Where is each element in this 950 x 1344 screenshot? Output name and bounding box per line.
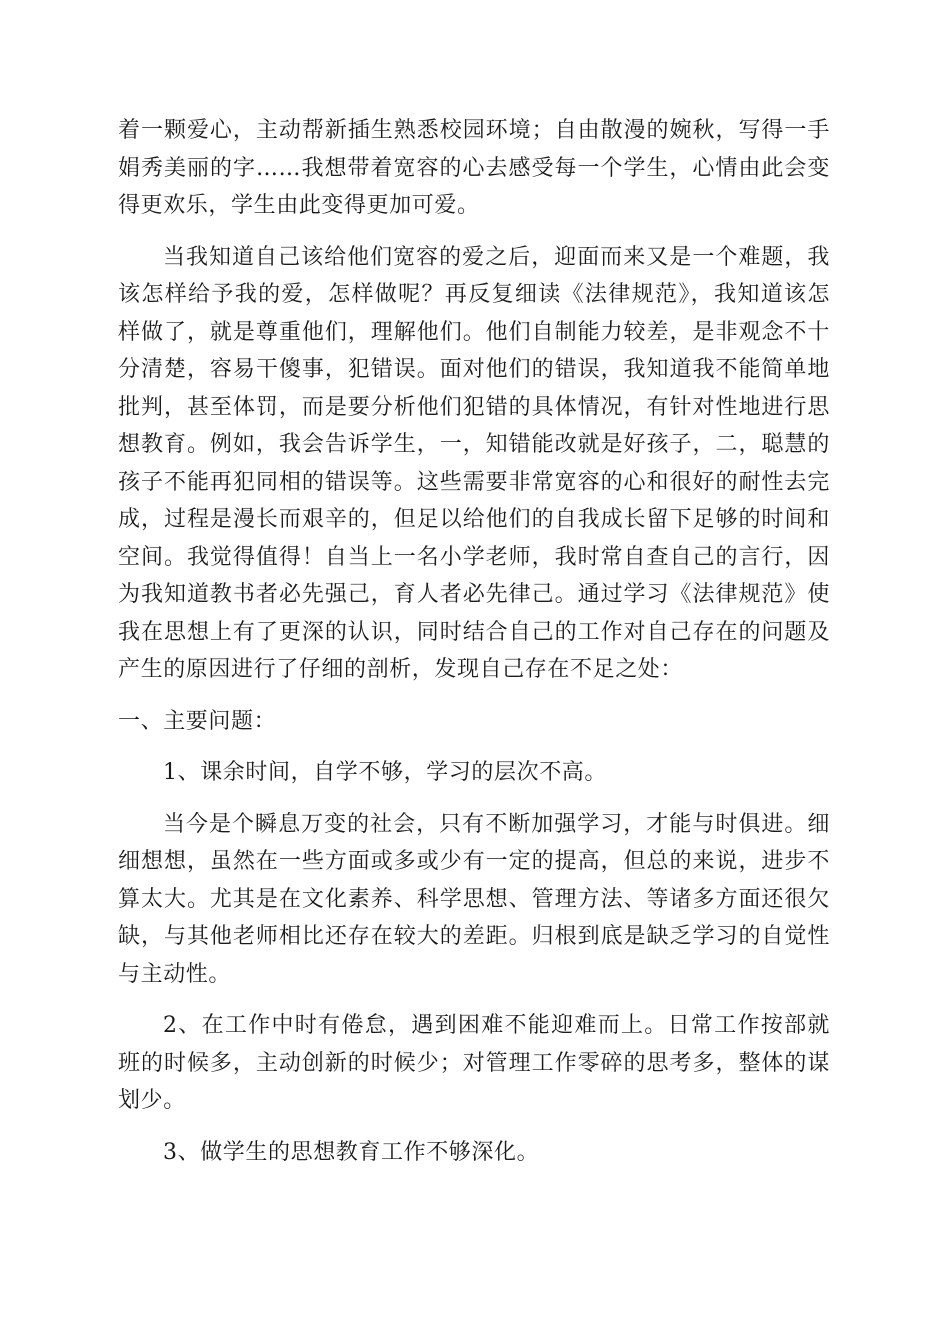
problem-item-3: 3、做学生的思想教育工作不够深化。 <box>163 1139 540 1165</box>
paragraph-continuation: 着一颗爱心，主动帮新插生熟悉校园环境；自由散漫的婉秋，写得一手娟秀美丽的字……我想带着宽容的心去感受每一个学生，心情由此会变得更欢乐，学生由此变得更加可爱。 <box>118 118 830 218</box>
problem-item-1: 1、课余时间，自学不够，学习的层次不高。 <box>163 760 607 785</box>
paragraph-tolerance-love: 当我知道自己该给他们宽容的爱之后，迎面而来又是一个难题，我该怎样给予我的爱，怎样做呢？再反复细读《法律规范》，我知道该怎样做了，就是尊重他们，理解他们。他们自制能力较差，是非观念不十分清楚，容易干傻事，犯错误。面对他们的错误，我知道我不能简单地批判，甚至体罚，而是要分析他们犯错的具体情况，有针对性地进行思想教育。例如，我会告诉学生，一，知错能改就是好孩子，二，聪慧的孩子不能再犯同相的错误等。这些需要非常宽容的心和很好的耐性去完成，过程是漫长而艰辛的，但足以给他们的自我成长留下足够的时间和空间。我觉得值得！自当上一名小学老师，我时常自查自己的言行，因为我知道教书者必先强己，育人者必先律己。通过学习《法律规范》使我在思想上有了更深的认识，同时结合自己的工作对自己存在的问题及产生的原因进行了仔细的剖析，发现自己存在不足之处： <box>118 244 830 682</box>
paragraph-problem-1-detail: 当今是个瞬息万变的社会，只有不断加强学习，才能与时俱进。细细想想，虽然在一些方面或多或少有一定的提高，但总的来说，进步不算太大。尤其是在文化素养、科学思想、管理方法、等诸多方面还很欠缺，与其他老师相比还存在较大的差距。归根到底是缺乏学习的自觉性与主动性。 <box>118 811 830 987</box>
section-heading-main-problems: 一、主要问题： <box>118 708 277 734</box>
problem-item-2: 2、在工作中时有倦怠，遇到困难不能迎难而上。日常工作按部就班的时候多，主动创新的时候少；对管理工作零碎的思考多，整体的谋划少。 <box>118 1013 830 1113</box>
